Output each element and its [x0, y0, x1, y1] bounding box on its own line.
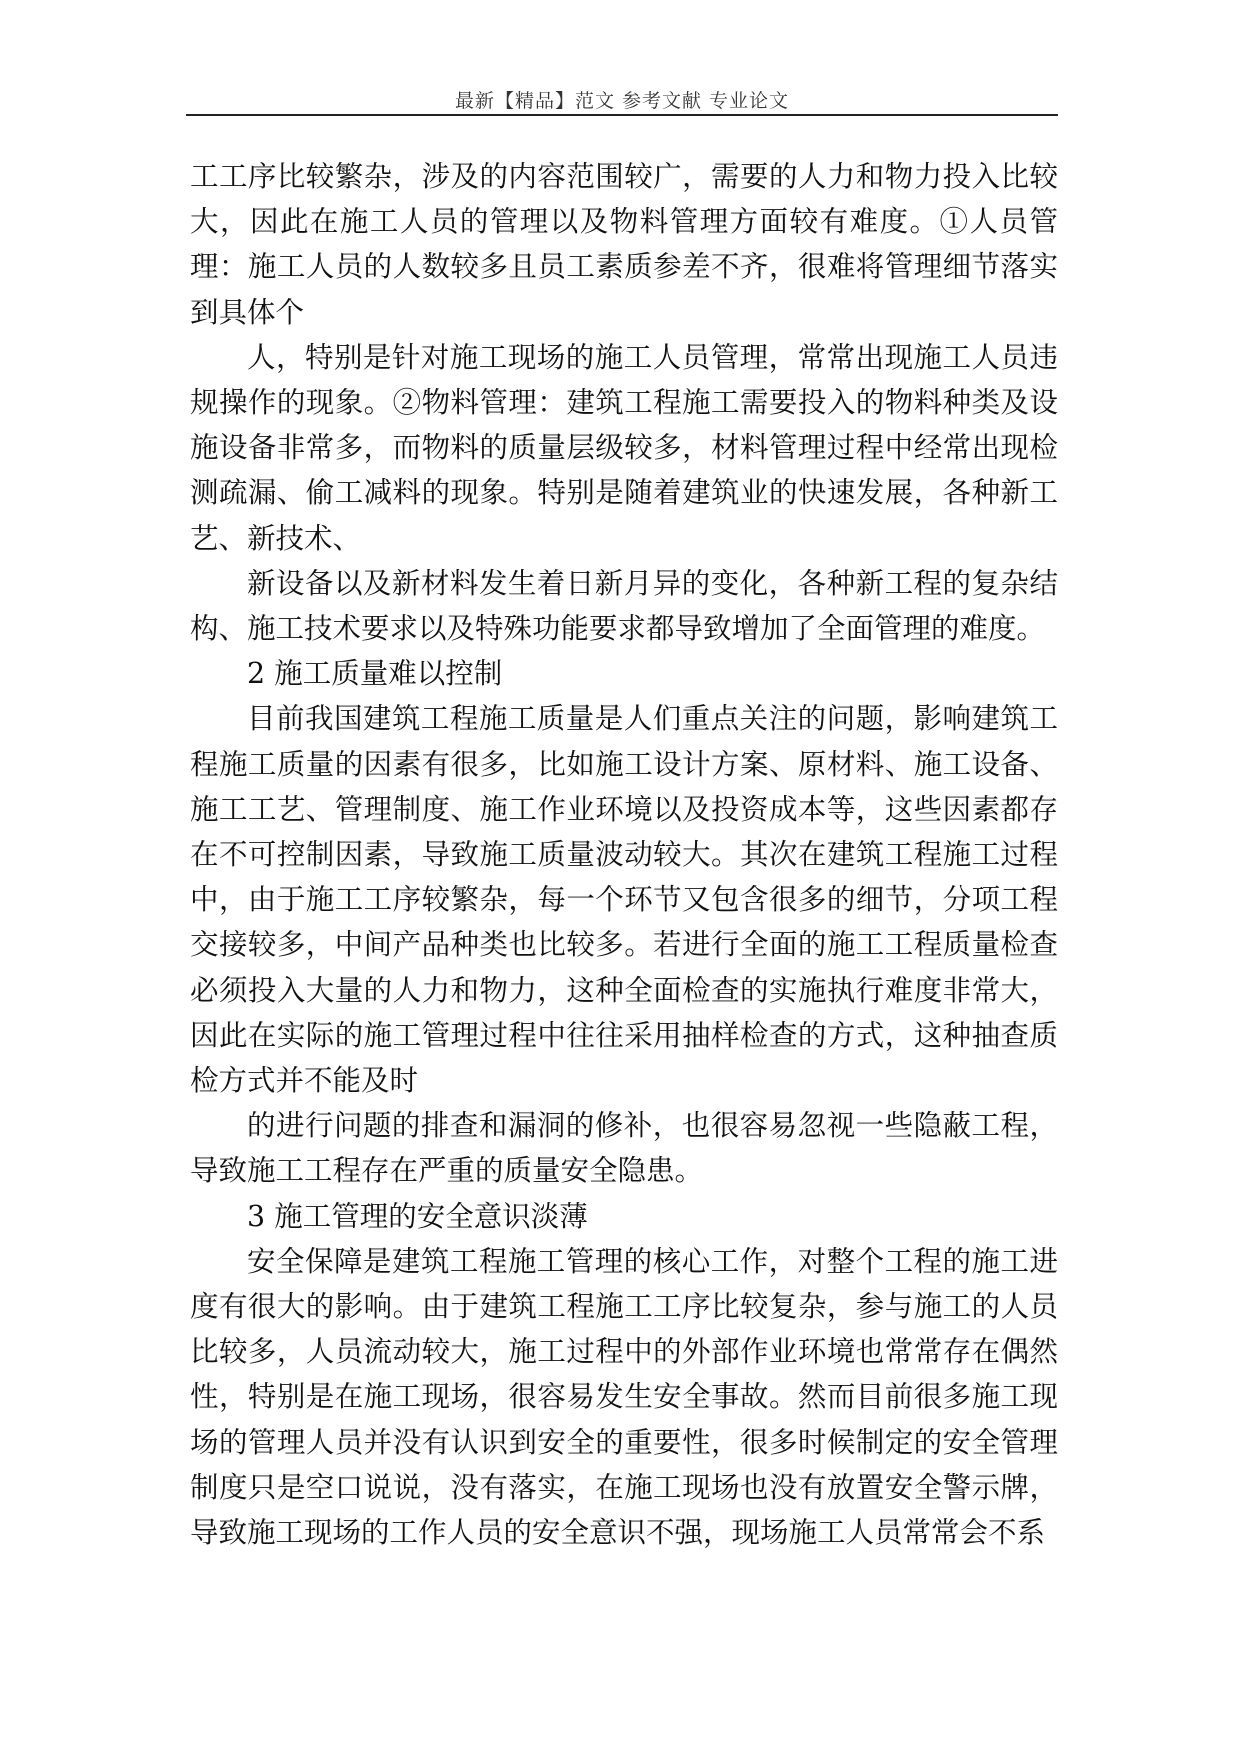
section-heading: 3 施工管理的安全意识淡薄: [247, 1199, 588, 1233]
paragraph: 新设备以及新材料发生着日新月异的变化，各种新工程的复杂结构、施工技术要求以及特殊功能要求都导致增加了全面管理的难度。: [190, 566, 1058, 646]
paragraph: 目前我国建筑工程施工质量是人们重点关注的问题，影响建筑工程施工质量的因素有很多，比如施工设计方案、原材料、施工设备、施工工艺、管理制度、施工作业环境以及投资成本等，这些因素都存在不可控制因素，导致施工质量波动较大。其次在建筑工程施工过程中，由于施工工序较繁杂，每一个环节又包含很多的细节，分项工程交接较多，中间产品种类也比较多。若进行全面的施工工程质量检查必须投入大量的人力和物力，这种全面检查的实施执行难度非常大，因此在实际的施工管理过程中往往采用抽样检查的方式，这种抽查质检方式并不能及时: [190, 702, 1058, 1098]
header-rule: [186, 114, 1058, 116]
paragraph: 安全保障是建筑工程施工管理的核心工作，对整个工程的施工进度有很大的影响。由于建筑工程施工工序比较复杂，参与施工的人员比较多，人员流动较大，施工过程中的外部作业环境也常常存在偶然性，特别是在施工现场，很容易发生安全事故。然而目前很多施工现场的管理人员并没有认识到安全的重要性，很多时候制定的安全管理制度只是空口说说，没有落实，在施工现场也没有放置安全警示牌，导致施工现场的工作人员的安全意识不强，现场施工人员常常会不系: [190, 1244, 1058, 1550]
paragraph: 人，特别是针对施工现场的施工人员管理，常常出现施工人员违规操作的现象。②物料管理：建筑工程施工需要投入的物料种类及设施设备非常多，而物料的质量层级较多，材料管理过程中经常出现检测疏漏、偷工减料的现象。特别是随着建筑业的快速发展，各种新工艺、新技术、: [190, 340, 1058, 555]
paragraph-continued: 工工序比较繁杂，涉及的内容范围较广，需要的人力和物力投入比较大，因此在施工人员的管理以及物料管理方面较有难度。①人员管理：施工人员的人数较多且员工素质参差不齐，很难将管理细节落实到具体个: [190, 160, 1058, 329]
section-heading: 2 施工质量难以控制: [247, 657, 503, 691]
page-header: 最新【精品】范文 参考文献 专业论文: [454, 90, 790, 112]
paragraph: 的进行问题的排查和漏洞的修补，也很容易忽视一些隐蔽工程，导致施工工程存在严重的质量安全隐患。: [190, 1109, 1058, 1188]
document-body: [190, 154, 1058, 1555]
